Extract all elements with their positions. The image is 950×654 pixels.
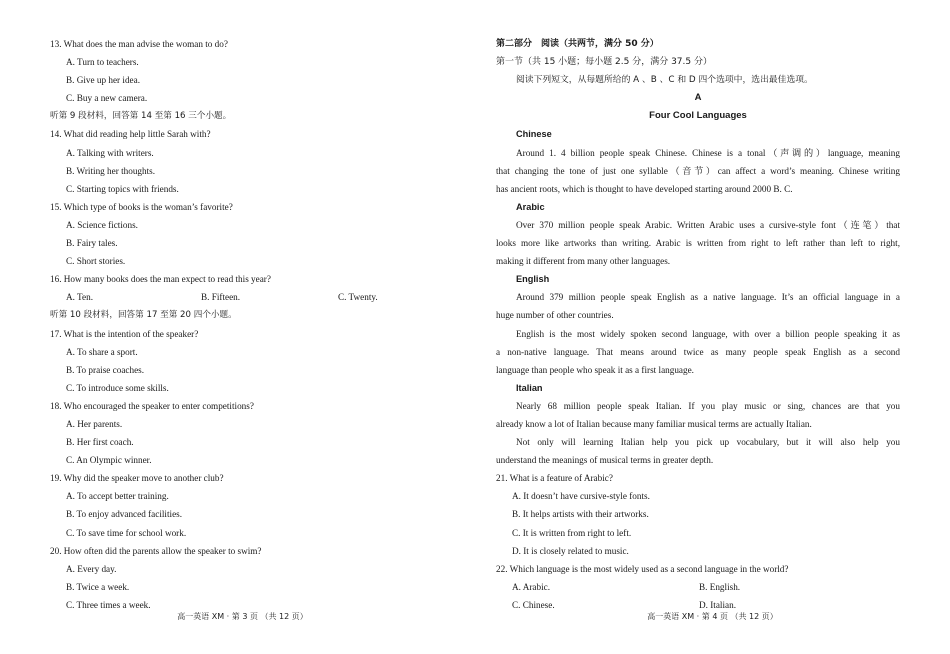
option: B. Writing her thoughts.	[66, 165, 156, 176]
option: A. Talking with writers.	[66, 147, 154, 158]
paragraph-english	[496, 288, 900, 378]
option: A. Science fictions.	[66, 219, 138, 230]
heading-italian: Italian	[516, 382, 543, 393]
option: B. It helps artists with their artworks.	[512, 509, 649, 520]
option: A. To accept better training.	[66, 491, 169, 502]
option: B. Fifteen.	[201, 292, 241, 303]
option: A. Every day.	[66, 563, 117, 574]
option: A. It doesn’t have cursive-style fonts.	[512, 491, 650, 502]
option: D. It is closely related to music.	[512, 545, 629, 556]
option: B. English.	[699, 581, 741, 592]
text-line: already know a lot of Italian because many familiar musical terms are actually Italian.	[496, 418, 812, 429]
paragraph-arabic	[496, 216, 900, 270]
text-line: Not only will learning Italian help you pick up vocabulary, but it will also help you	[516, 437, 900, 448]
section-title: 第二部分 阅读（共两节，满分 50 分）	[496, 39, 659, 49]
reading-section	[496, 35, 900, 614]
question-20: 20. How often did the parents allow the speaker to swim?	[50, 545, 262, 556]
text-line: that changing the tone of just one syllable（音节）can affect a word’s meaning. Chinese writing	[496, 165, 900, 176]
text-line: looks more like artworks than writing. Arabic is written from right to left rather than left to right,	[496, 238, 900, 249]
option: B. Her first coach.	[66, 437, 134, 448]
option: B. Twice a week.	[66, 581, 130, 592]
question-17: 17. What is the intention of the speaker?	[50, 328, 199, 339]
paragraph-chinese	[496, 144, 900, 198]
text-line: huge number of other countries.	[496, 310, 614, 321]
question-18: 18. Who encouraged the speaker to enter competitions?	[50, 400, 254, 411]
option: C. To introduce some skills.	[66, 382, 169, 393]
option: C. Starting topics with friends.	[66, 183, 179, 194]
page-footer: 高一英语 XM · 第 3 页 （共 12 页）	[177, 612, 308, 621]
option: A. Turn to teachers.	[66, 57, 139, 68]
option: C. Short stories.	[66, 256, 126, 267]
option: C. It is written from right to left.	[512, 527, 632, 538]
option: D. Italian.	[699, 599, 736, 610]
question-16: 16. How many books does the man expect to read this year?	[50, 274, 271, 285]
option: C. Chinese.	[512, 599, 555, 610]
text-line: Nearly 68 million people speak Italian. If you play music or sing, chances are that you	[516, 400, 900, 411]
option: B. To enjoy advanced facilities.	[66, 509, 183, 520]
text-line: language than people who speak it as a first language.	[496, 364, 694, 375]
option: A. To share a sport.	[66, 346, 138, 357]
heading-arabic: Arabic	[516, 201, 545, 212]
option: C. Three times a week.	[66, 599, 151, 610]
subsection-title: 第一节（共 15 小题；每小题 2.5 分，满分 37.5 分）	[496, 57, 712, 68]
option: A. Ten.	[66, 292, 94, 303]
question-21: 21. What is a feature of Arabic?	[496, 473, 613, 484]
page-footer: 高一英语 XM · 第 4 页 （共 12 页）	[647, 612, 778, 621]
reading-instruction: 阅读下列短文，从每题所给的 A 、B 、C 和 D 四个选项中，选出最佳选项。	[516, 75, 813, 86]
options-row	[496, 578, 900, 596]
text-line: Around 1. 4 billion people speak Chinese. Chinese is a tonal（声调的）language, meaning	[516, 147, 900, 158]
question-19: 19. Why did the speaker move to another club?	[50, 473, 224, 484]
option: C. To save time for school work.	[66, 527, 187, 538]
question-15: 15. Which type of books is the woman’s favorite?	[50, 201, 233, 212]
heading-english: English	[516, 274, 550, 285]
question-22: 22. Which language is the most widely used as a second language in the world?	[496, 563, 789, 574]
heading-chinese: Chinese	[516, 129, 552, 140]
option: B. To praise coaches.	[66, 364, 145, 375]
question-13: 13. What does the man advise the woman to do?	[50, 39, 228, 49]
listening-instruction: 听第 10 段材料，回答第 17 至第 20 四个小题。	[50, 310, 237, 321]
text-line: understand the meanings of musical terms in greater depth.	[496, 455, 714, 466]
passage-title: Four Cool Languages	[649, 110, 747, 122]
text-line: Over 370 million people speak Arabic. Written Arabic uses a cursive-style font（连笔）that	[516, 219, 900, 230]
text-line: making it different from many other languages.	[496, 256, 671, 267]
text-line: Around 379 million people speak English as a native language. It’s an official language in a	[516, 292, 900, 303]
options-row	[50, 288, 450, 306]
paragraph-italian	[496, 397, 900, 469]
listening-questions	[50, 35, 450, 614]
passage-letter: A	[694, 92, 702, 104]
text-line: has ancient roots, which is thought to have developed starting around 2000 B. C.	[496, 183, 793, 194]
text-line: a non-native language. That means around twice as many people speak English as a second	[496, 346, 900, 357]
option: A. Arabic.	[512, 581, 551, 592]
option: B. Give up her idea.	[66, 75, 140, 86]
text-line: English is the most widely spoken second language, with over a billion people speaking it as	[516, 328, 900, 339]
option: C. An Olympic winner.	[66, 455, 152, 466]
listening-instruction: 听第 9 段材料，回答第 14 至第 16 三个小题。	[50, 111, 232, 122]
option: B. Fairy tales.	[66, 238, 118, 249]
option: C. Buy a new camera.	[66, 93, 148, 104]
option: A. Her parents.	[66, 418, 123, 429]
question-14: 14. What did reading help little Sarah with?	[50, 129, 211, 140]
page-4	[475, 0, 950, 654]
option: C. Twenty.	[338, 292, 378, 303]
